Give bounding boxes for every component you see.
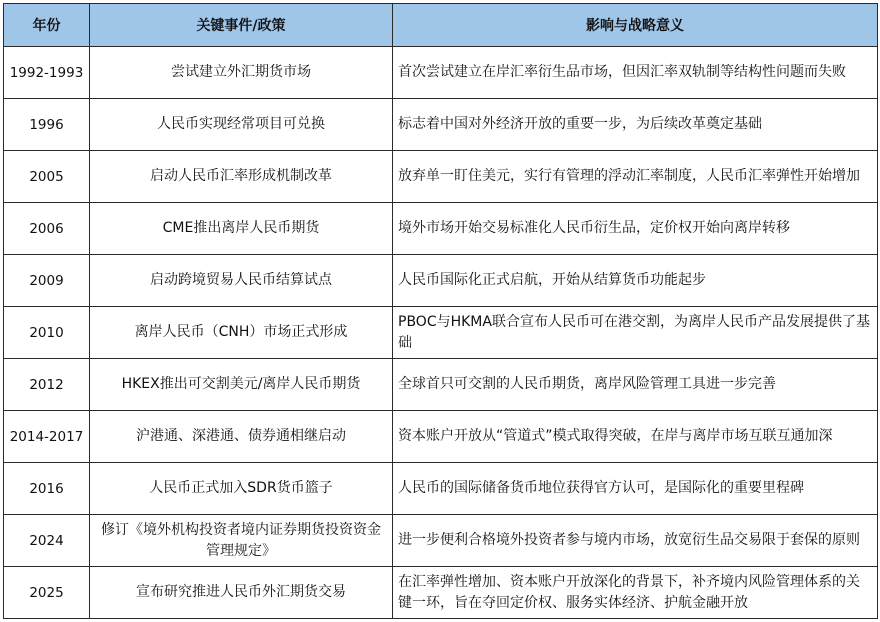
year-cell: 2010: [4, 307, 90, 359]
impact-cell: 境外市场开始交易标准化人民币衍生品，定价权开始向离岸转移: [393, 203, 878, 255]
event-cell: 人民币实现经常项目可兑换: [90, 99, 393, 151]
impact-cell: 首次尝试建立在岸汇率衍生品市场，但因汇率双轨制等结构性问题而失败: [393, 47, 878, 99]
impact-cell: 人民币的国际储备货币地位获得官方认可，是国际化的重要里程碑: [393, 463, 878, 515]
event-cell: 修订《境外机构投资者境内证券期货投资资金管理规定》: [90, 515, 393, 567]
year-cell: 2025: [4, 567, 90, 619]
header-impact: 影响与战略意义: [393, 4, 878, 47]
year-cell: 2009: [4, 255, 90, 307]
rmb-fx-timeline-table: [3, 3, 878, 619]
event-cell: 尝试建立外汇期货市场: [90, 47, 393, 99]
impact-cell: PBOC与HKMA联合宣布人民币可在港交割，为离岸人民币产品发展提供了基础: [393, 307, 878, 359]
year-cell: 2014-2017: [4, 411, 90, 463]
table-row: [4, 151, 878, 203]
year-cell: 2006: [4, 203, 90, 255]
header-event: 关键事件/政策: [90, 4, 393, 47]
event-cell: 启动人民币汇率形成机制改革: [90, 151, 393, 203]
event-cell: 宣布研究推进人民币外汇期货交易: [90, 567, 393, 619]
event-cell: 离岸人民币（CNH）市场正式形成: [90, 307, 393, 359]
impact-cell: 人民币国际化正式启航，开始从结算货币功能起步: [393, 255, 878, 307]
table-row: [4, 307, 878, 359]
header-year: 年份: [4, 4, 90, 47]
event-cell: 沪港通、深港通、债券通相继启动: [90, 411, 393, 463]
table-row: [4, 99, 878, 151]
year-cell: 2012: [4, 359, 90, 411]
year-cell: 1996: [4, 99, 90, 151]
year-cell: 1992-1993: [4, 47, 90, 99]
year-cell: 2024: [4, 515, 90, 567]
table-row: [4, 567, 878, 619]
impact-cell: 进一步便利合格境外投资者参与境内市场，放宽衍生品交易限于套保的原则: [393, 515, 878, 567]
impact-cell: 资本账户开放从“管道式”模式取得突破，在岸与离岸市场互联互通加深: [393, 411, 878, 463]
table-row: [4, 411, 878, 463]
impact-cell: 全球首只可交割的人民币期货，离岸风险管理工具进一步完善: [393, 359, 878, 411]
table-row: [4, 359, 878, 411]
impact-cell: 标志着中国对外经济开放的重要一步，为后续改革奠定基础: [393, 99, 878, 151]
impact-cell: 在汇率弹性增加、资本账户开放深化的背景下，补齐境内风险管理体系的关键一环，旨在夺回定价权、服务实体经济、护航金融开放: [393, 567, 878, 619]
table-row: [4, 463, 878, 515]
event-cell: CME推出离岸人民币期货: [90, 203, 393, 255]
event-cell: HKEX推出可交割美元/离岸人民币期货: [90, 359, 393, 411]
year-cell: 2016: [4, 463, 90, 515]
event-cell: 人民币正式加入SDR货币篮子: [90, 463, 393, 515]
impact-cell: 放弃单一盯住美元，实行有管理的浮动汇率制度，人民币汇率弹性开始增加: [393, 151, 878, 203]
year-cell: 2005: [4, 151, 90, 203]
event-cell: 启动跨境贸易人民币结算试点: [90, 255, 393, 307]
table-row: [4, 515, 878, 567]
table-row: [4, 203, 878, 255]
table-row: [4, 47, 878, 99]
table-row: [4, 255, 878, 307]
header-row: [4, 4, 878, 47]
